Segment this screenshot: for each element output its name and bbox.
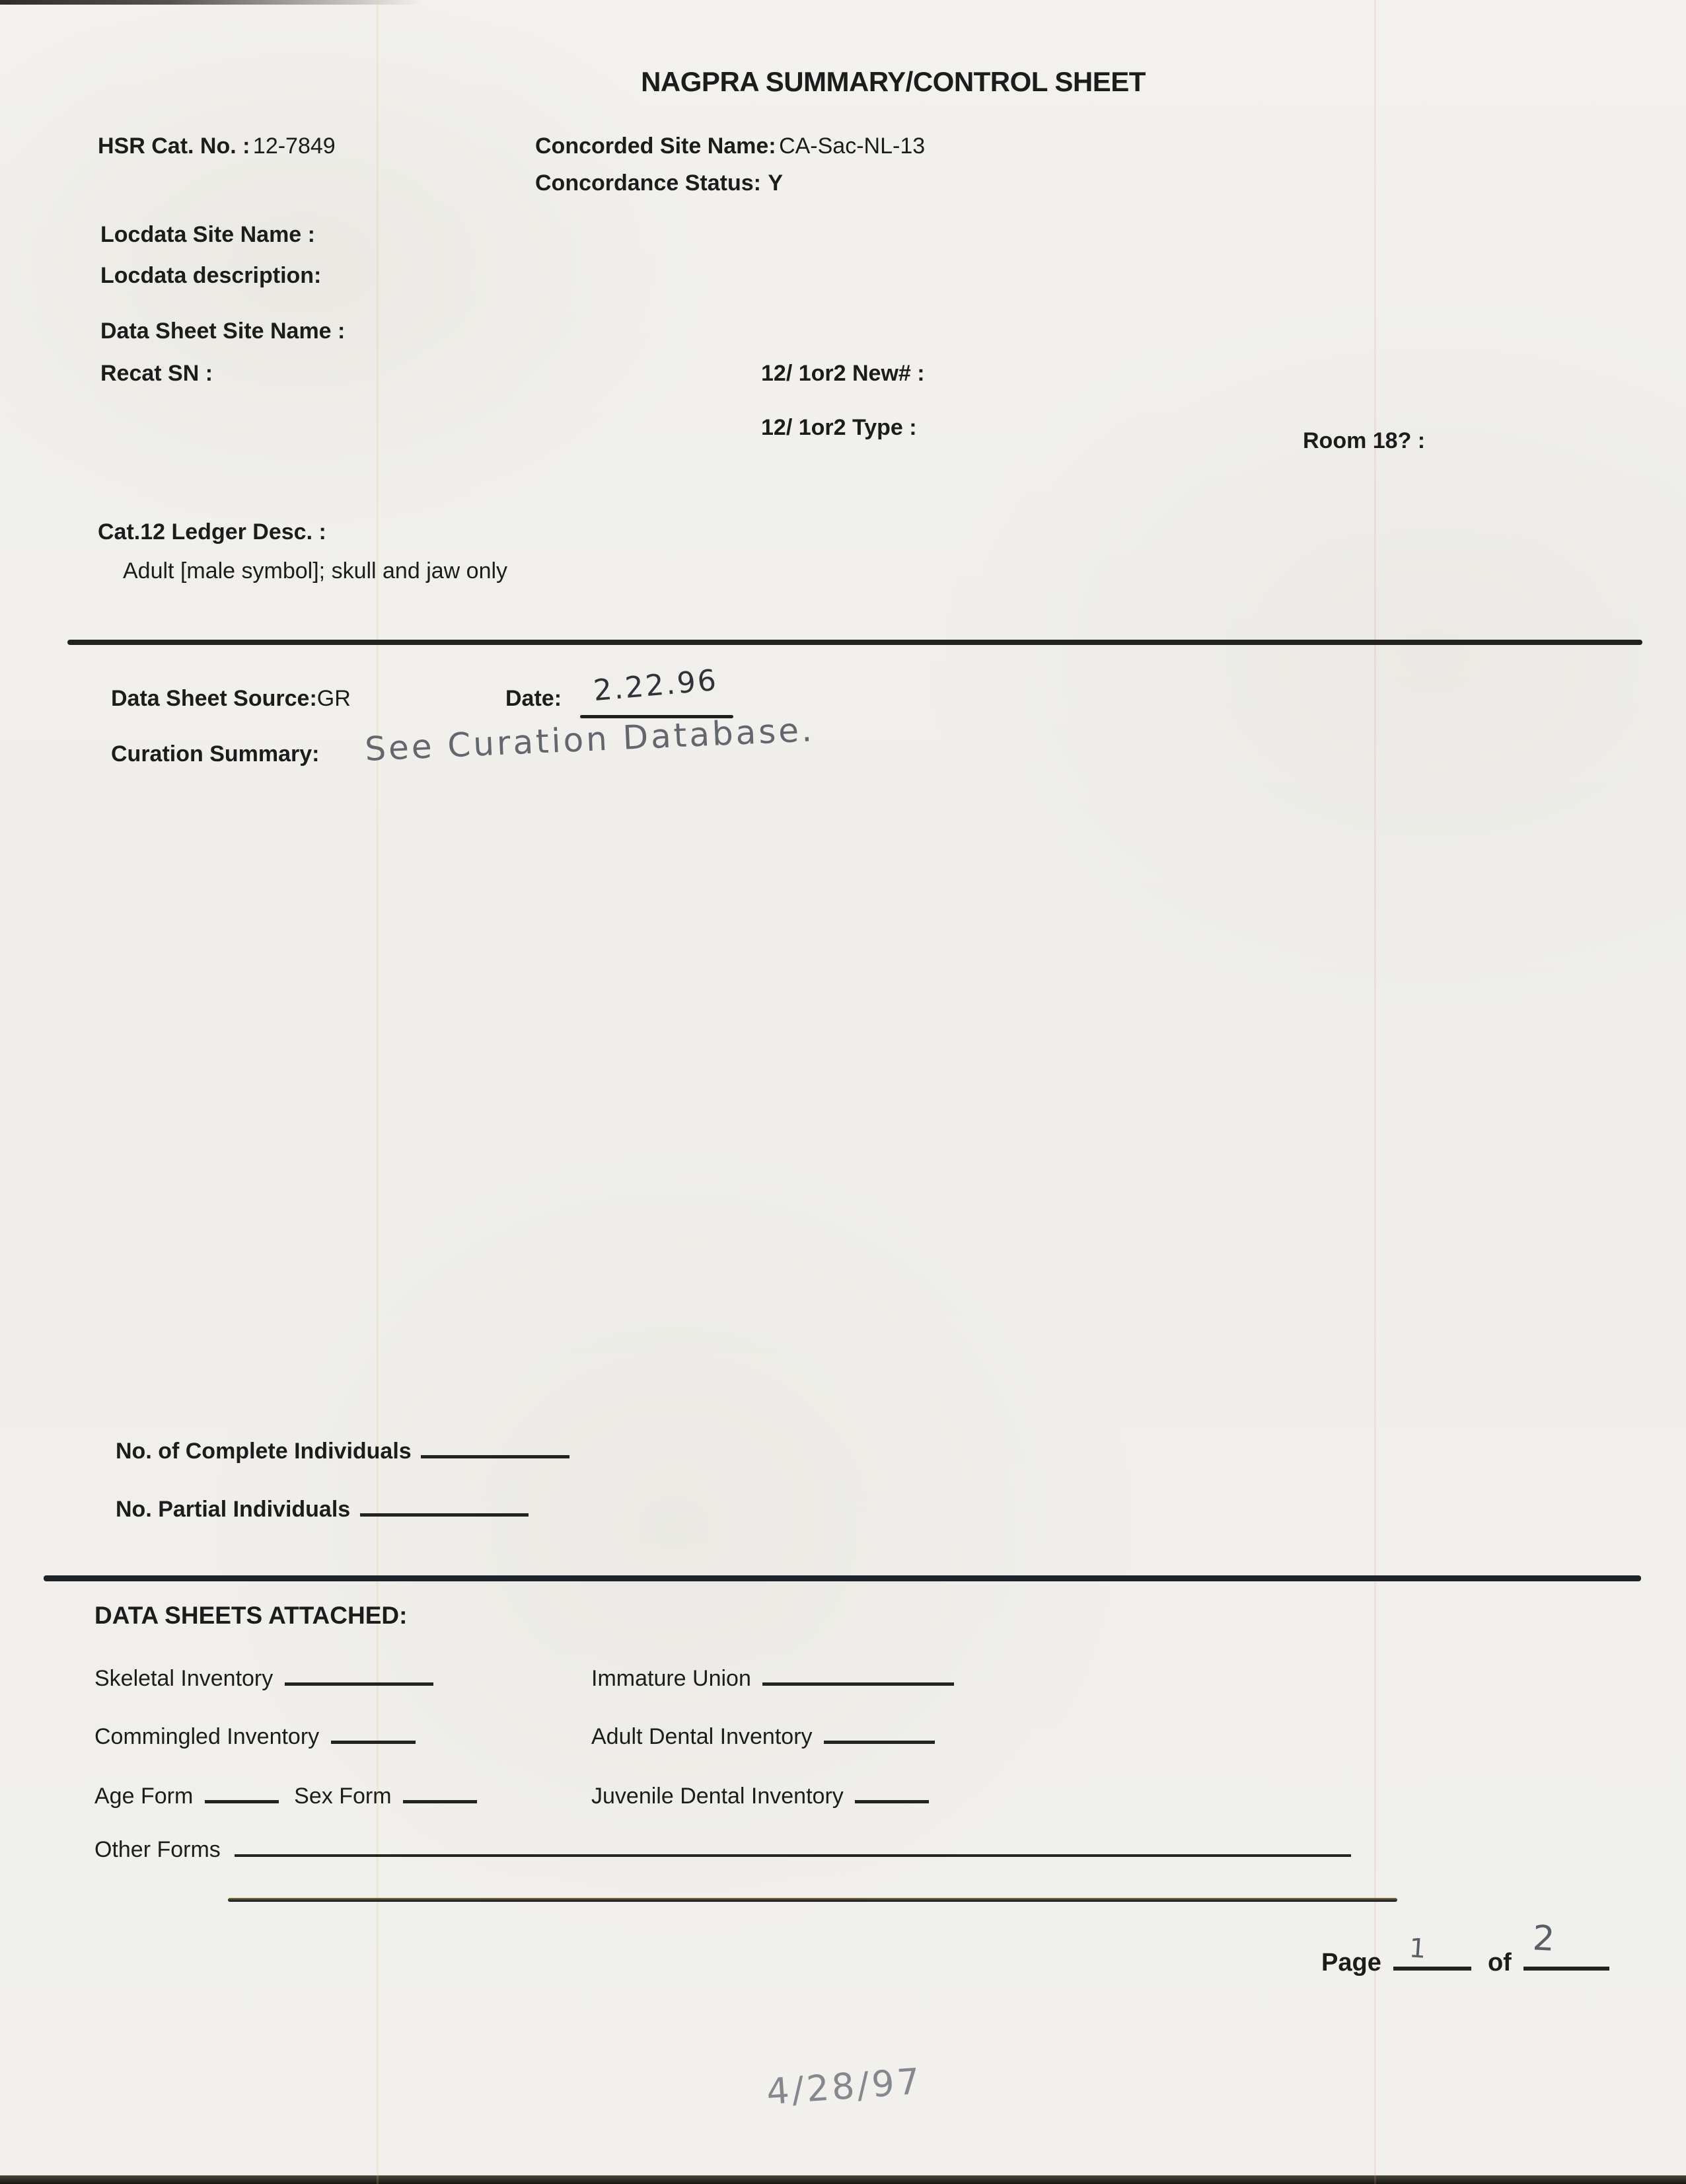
of-label: of: [1487, 1949, 1512, 1977]
ledger-desc-label: Cat.12 Ledger Desc. :: [98, 519, 326, 545]
form-title: NAGPRA SUMMARY/CONTROL SHEET: [641, 66, 1146, 97]
new-number-label: 12/ 1or2 New# :: [761, 361, 925, 386]
juvenile-dental-inventory-blank: [855, 1778, 929, 1803]
adult-dental-inventory-blank: [824, 1718, 935, 1744]
locdata-description-label: Locdata description:: [100, 263, 322, 288]
concorded-site-name-label: Concorded Site Name:: [535, 133, 776, 159]
age-form-blank: [205, 1778, 279, 1803]
scan-artifact-top-strip: [0, 0, 423, 5]
partial-individuals-label: No. Partial Individuals: [116, 1497, 351, 1522]
date-handwritten-value: 2.22.96: [592, 663, 719, 708]
room18-label: Room 18? :: [1303, 428, 1426, 453]
skeletal-inventory-blank: [285, 1660, 433, 1686]
other-forms-label: Other Forms: [94, 1837, 221, 1862]
curation-summary-handwritten: See Curation Database.: [364, 710, 816, 769]
bottom-handwritten-date: 4/28/97: [765, 2060, 924, 2113]
commingled-inventory-blank: [331, 1718, 416, 1744]
concorded-site-name-value: CA-Sac-NL-13: [779, 133, 926, 159]
total-pages-handwritten: 2: [1531, 1918, 1557, 1959]
other-forms-blank: [235, 1832, 1351, 1857]
commingled-inventory-label: Commingled Inventory: [94, 1724, 320, 1749]
type-label: 12/ 1or2 Type :: [761, 415, 917, 440]
data-sheet-source-label: Data Sheet Source:: [111, 686, 317, 711]
sex-form-blank: [403, 1778, 477, 1803]
age-form-label: Age Form: [94, 1784, 194, 1809]
locdata-site-name-label: Locdata Site Name :: [100, 222, 315, 247]
data-sheet-source-value: GR: [316, 686, 351, 711]
juvenile-dental-inventory-label: Juvenile Dental Inventory: [591, 1784, 844, 1809]
horizontal-rule-1: [67, 640, 1642, 645]
horizontal-rule-3: [228, 1898, 1397, 1902]
hsr-cat-no-value: 12-7849: [252, 133, 336, 159]
concordance-status-value: Y: [768, 170, 784, 196]
horizontal-rule-2: [44, 1575, 1641, 1581]
curation-summary-label: Curation Summary:: [111, 741, 320, 767]
date-label: Date:: [505, 686, 562, 711]
scan-artifact-vline-pink: [1374, 0, 1376, 2184]
complete-individuals-blank: [421, 1433, 569, 1458]
data-sheets-attached-heading: DATA SHEETS ATTACHED:: [94, 1602, 408, 1629]
adult-dental-inventory-label: Adult Dental Inventory: [591, 1724, 813, 1749]
page-number-blank: [1393, 1933, 1471, 1971]
page-label: Page: [1321, 1949, 1381, 1977]
concordance-status-label: Concordance Status:: [535, 170, 761, 196]
sex-form-label: Sex Form: [294, 1784, 392, 1809]
ledger-desc-value: Adult [male symbol]; skull and jaw only: [123, 558, 508, 584]
immature-union-blank: [762, 1660, 954, 1686]
page-number-handwritten: 1: [1408, 1933, 1428, 1965]
hsr-cat-no-label: HSR Cat. No. :: [98, 133, 250, 159]
skeletal-inventory-label: Skeletal Inventory: [94, 1666, 274, 1691]
total-pages-blank: [1523, 1918, 1609, 1971]
immature-union-label: Immature Union: [591, 1666, 751, 1691]
complete-individuals-label: No. of Complete Individuals: [116, 1439, 412, 1464]
data-sheet-site-name-label: Data Sheet Site Name :: [100, 319, 346, 344]
scan-artifact-bottom-strip: [0, 2175, 1686, 2184]
partial-individuals-blank: [360, 1491, 529, 1517]
recat-sn-label: Recat SN :: [100, 361, 213, 386]
